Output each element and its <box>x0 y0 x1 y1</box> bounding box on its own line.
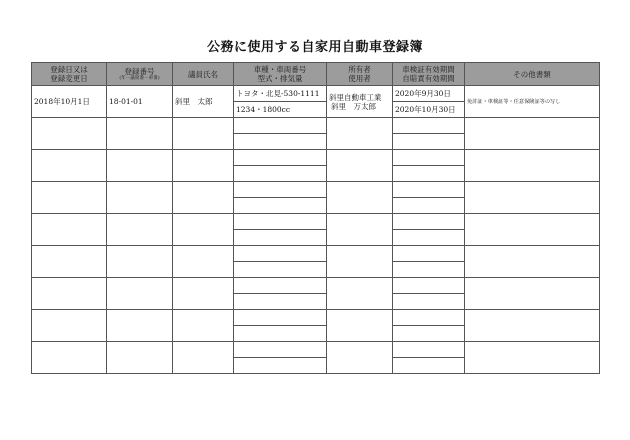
entry-vehicle-line1: トヨタ・北見-530-1111 <box>234 86 327 102</box>
table-row <box>32 310 600 326</box>
empty-cell-vehicle <box>234 358 327 374</box>
empty-cell-reg-date <box>32 150 107 182</box>
empty-cell-validity <box>393 150 465 166</box>
vehicle-register-table <box>31 62 600 374</box>
empty-cell-reg-no <box>107 214 173 246</box>
empty-cell-other <box>465 118 600 150</box>
empty-cell-owner <box>327 214 393 246</box>
empty-cell-owner <box>327 118 393 150</box>
empty-cell-vehicle <box>234 214 327 230</box>
entry-vehicle-line2: 1234・1800cc <box>234 102 327 118</box>
empty-cell-validity <box>393 342 465 358</box>
empty-cell-vehicle <box>234 342 327 358</box>
header-reg-date: 登録日又は 登録変更日 <box>32 63 107 86</box>
empty-cell-vehicle <box>234 262 327 278</box>
empty-cell-owner <box>327 150 393 182</box>
empty-cell-vehicle <box>234 150 327 166</box>
empty-cell-validity <box>393 182 465 198</box>
empty-cell-vehicle <box>234 198 327 214</box>
empty-cell-vehicle <box>234 326 327 342</box>
empty-cell-vehicle <box>234 182 327 198</box>
empty-cell-reg-date <box>32 310 107 342</box>
empty-cell-vehicle <box>234 246 327 262</box>
empty-cell-other <box>465 310 600 342</box>
empty-cell-reg-date <box>32 278 107 310</box>
entry-reg-no: 18-01-01 <box>107 86 173 118</box>
empty-cell-validity <box>393 246 465 262</box>
empty-cell-member <box>173 310 234 342</box>
header-other: その他書類 <box>465 63 600 86</box>
header-row <box>32 63 600 86</box>
empty-cell-reg-date <box>32 214 107 246</box>
empty-cell-reg-no <box>107 118 173 150</box>
empty-cell-reg-no <box>107 246 173 278</box>
page-title: 公務に使用する自家用自動車登録簿 <box>206 40 423 55</box>
empty-cell-member <box>173 150 234 182</box>
empty-cell-member <box>173 182 234 214</box>
entry-owner-line2: 斜里 万太郎 <box>331 101 376 111</box>
empty-cell-other <box>465 214 600 246</box>
empty-cell-other <box>465 246 600 278</box>
table-row <box>32 278 600 294</box>
empty-cell-reg-date <box>32 118 107 150</box>
empty-cell-vehicle <box>234 166 327 182</box>
header-owner: 所有者 使用者 <box>327 63 393 86</box>
empty-cell-member <box>173 214 234 246</box>
table-row <box>32 246 600 262</box>
empty-cell-validity <box>393 118 465 134</box>
empty-cell-member <box>173 246 234 278</box>
empty-cell-reg-no <box>107 182 173 214</box>
table-row <box>32 214 600 230</box>
empty-cell-validity <box>393 198 465 214</box>
table-row <box>32 342 600 358</box>
empty-cell-vehicle <box>234 230 327 246</box>
entry-other: 免許証・車検証等・任意保険証等の写し <box>465 86 600 118</box>
table-row <box>32 118 600 134</box>
empty-cell-reg-date <box>32 182 107 214</box>
entry-member: 斜里 太郎 <box>173 86 234 118</box>
empty-cell-reg-date <box>32 342 107 374</box>
empty-cell-validity <box>393 358 465 374</box>
empty-cell-vehicle <box>234 134 327 150</box>
entry-validity-line2: 2020年10月30日 <box>393 102 465 118</box>
header-validity: 車検証有効期間 自賠責有効期間 <box>393 63 465 86</box>
table-row <box>32 182 600 198</box>
empty-cell-validity <box>393 134 465 150</box>
empty-cell-reg-date <box>32 246 107 278</box>
empty-cell-owner <box>327 182 393 214</box>
empty-cell-validity <box>393 214 465 230</box>
empty-cell-owner <box>327 342 393 374</box>
header-member: 議員氏名 <box>173 63 234 86</box>
empty-cell-validity <box>393 262 465 278</box>
empty-cell-other <box>465 342 600 374</box>
empty-cell-vehicle <box>234 118 327 134</box>
table-row <box>32 150 600 166</box>
empty-cell-validity <box>393 294 465 310</box>
empty-cell-validity <box>393 230 465 246</box>
empty-cell-member <box>173 342 234 374</box>
empty-cell-owner <box>327 278 393 310</box>
empty-cell-owner <box>327 310 393 342</box>
empty-cell-owner <box>327 246 393 278</box>
empty-cell-vehicle <box>234 310 327 326</box>
empty-cell-reg-no <box>107 278 173 310</box>
empty-cell-vehicle <box>234 294 327 310</box>
empty-cell-vehicle <box>234 278 327 294</box>
empty-cell-reg-no <box>107 310 173 342</box>
empty-cell-reg-no <box>107 150 173 182</box>
header-reg-no: 登録番号 (年－議席番－車番) <box>107 63 173 86</box>
empty-cell-reg-no <box>107 342 173 374</box>
empty-cell-other <box>465 150 600 182</box>
empty-cell-other <box>465 278 600 310</box>
entry-owner <box>327 86 393 118</box>
empty-cell-validity <box>393 310 465 326</box>
empty-cell-member <box>173 278 234 310</box>
empty-cell-validity <box>393 166 465 182</box>
entry-owner-line1: 斜里自動車工業 <box>329 92 382 102</box>
entry-validity-line1: 2020年9月30日 <box>393 86 465 102</box>
header-vehicle: 車種・車両番号 型式・排気量 <box>234 63 327 86</box>
empty-cell-validity <box>393 326 465 342</box>
empty-cell-other <box>465 182 600 214</box>
entry-reg-date: 2018年10月1日 <box>32 86 107 118</box>
empty-cell-validity <box>393 278 465 294</box>
empty-cell-member <box>173 118 234 150</box>
table-row <box>32 86 600 102</box>
